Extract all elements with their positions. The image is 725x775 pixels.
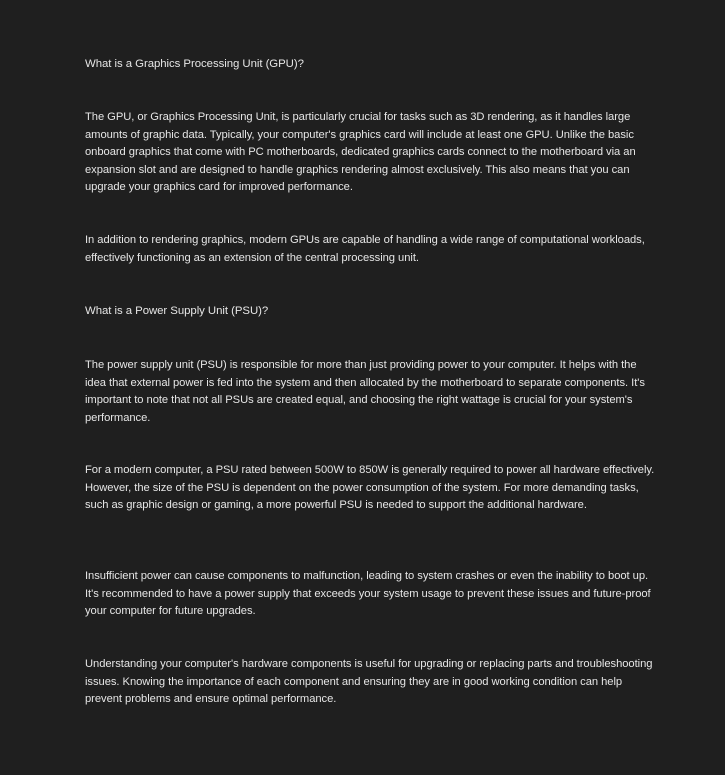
conclusion-paragraph: Understanding your computer's hardware components is useful for upgrading or replacing parts and troubleshooting issues. Knowing the importance of each component and ensuring they are in good working condition can help prevent problems and ensure optimal performance. xyxy=(85,658,653,706)
gpu-paragraph-1: The GPU, or Graphics Processing Unit, is particularly crucial for tasks such as 3D rendering, as it handles large amounts of graphic data. Typically, your computer's graphics card will include at least one GPU. Unlike the basic onboard graphics that come with PC motherboards, dedicated graphics cards connect to the motherboard via an expansion slot and are designed to handle graphics rendering almost exclusively. This also means that you can upgrade your graphics card for improved performance. xyxy=(85,111,636,194)
gpu-paragraph-2: In addition to rendering graphics, modern GPUs are capable of handling a wide range of computational workloads, effectively functioning as an extension of the central processing unit. xyxy=(85,234,645,264)
psu-heading: What is a Power Supply Unit (PSU)? xyxy=(85,305,269,317)
gpu-heading: What is a Graphics Processing Unit (GPU)? xyxy=(85,58,304,70)
psu-paragraph-1: The power supply unit (PSU) is responsible for more than just providing power to your computer. It helps with the idea that external power is fed into the system and then allocated by the motherboard to separate components. It's important to note that not all PSUs are created equal, and choosing the right wattage is crucial for your system's performance. xyxy=(85,359,645,424)
psu-paragraph-3: Insufficient power can cause components to malfunction, leading to system crashes or even the inability to boot up. It's recommended to have a power supply that exceeds your system usage to prevent these issues and future-proof your computer for future upgrades. xyxy=(85,570,651,618)
psu-paragraph-2: For a modern computer, a PSU rated between 500W to 850W is generally required to power all hardware effectively. However, the size of the PSU is dependent on the power consumption of the system. For more demanding tasks, such as graphic design or gaming, a more powerful PSU is needed to support the additional hardware. xyxy=(85,464,655,512)
